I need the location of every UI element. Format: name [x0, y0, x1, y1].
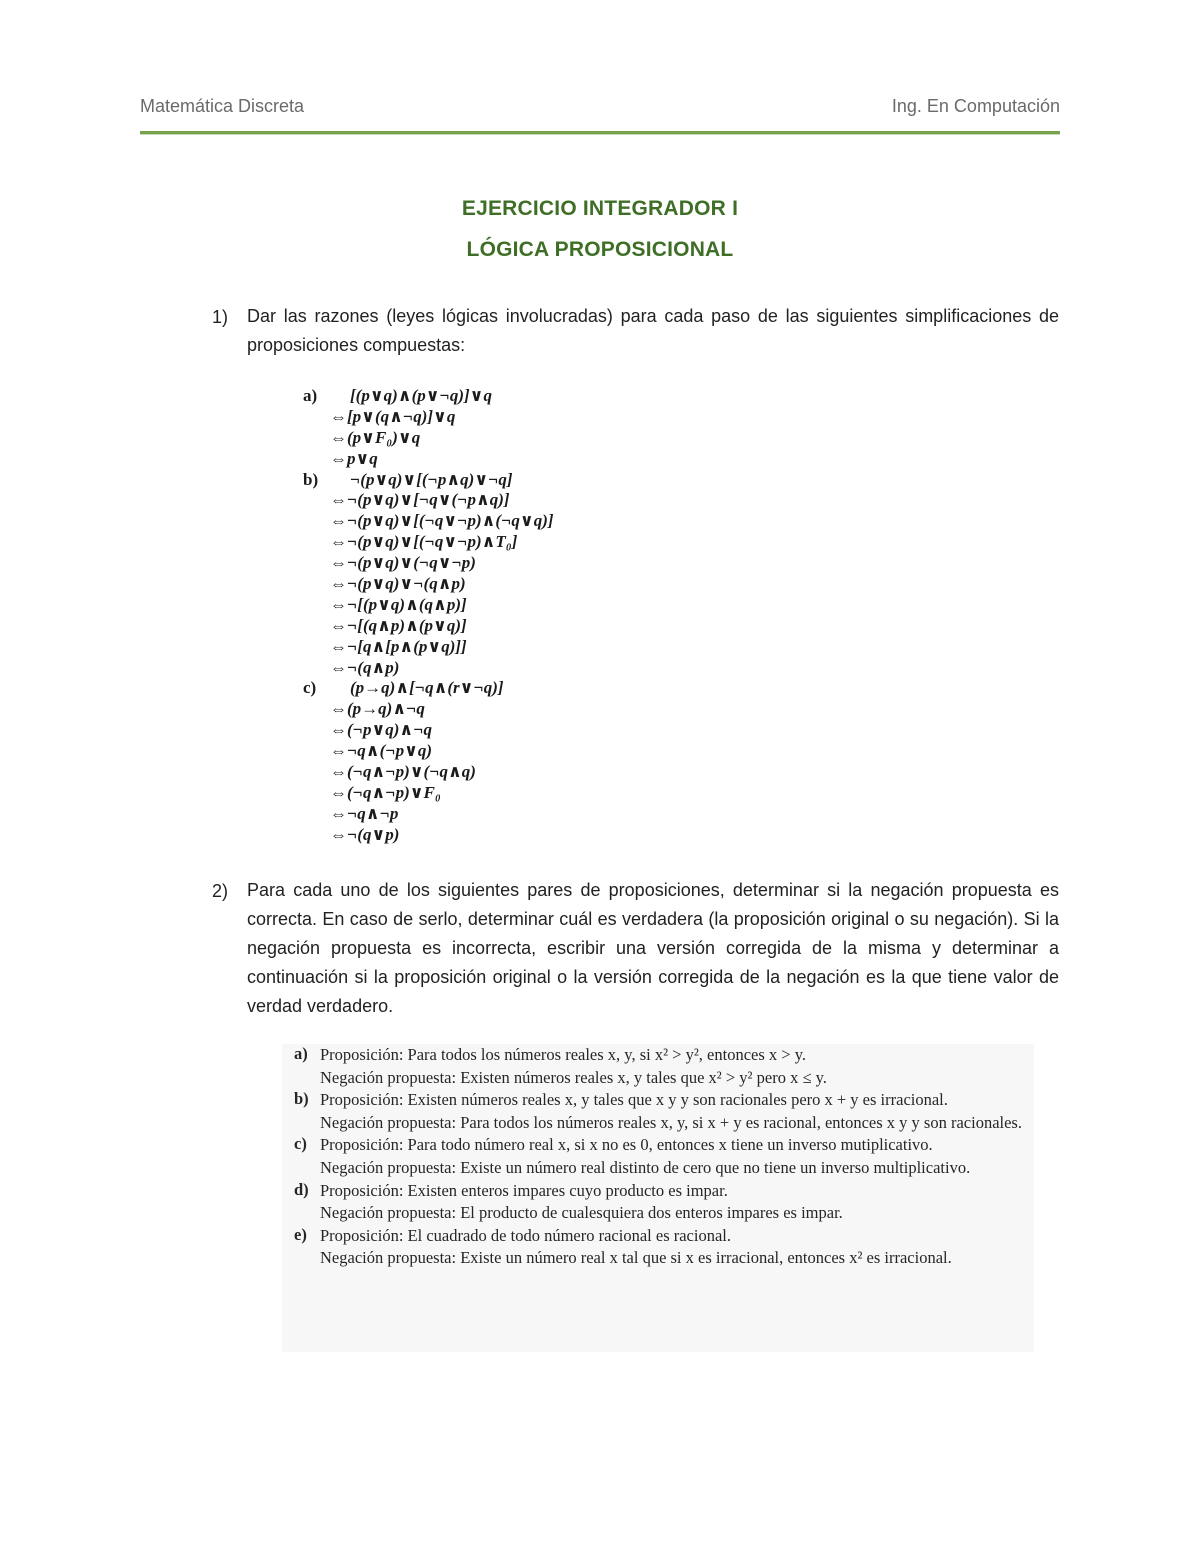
logic-step: ⇔¬(p∨q)∨[¬q∨(¬p∧q)] [330, 490, 510, 510]
logic-step: ⇔¬(p∨q)∨[(¬q∨¬p)∧T₀] [330, 532, 518, 552]
logic-step: ⇔p∨q [330, 448, 378, 468]
logic-step: ⇔(p∨F₀)∨q [330, 427, 421, 447]
proposition-item [282, 1180, 1034, 1225]
logic-row [300, 616, 640, 637]
logic-row [300, 783, 640, 804]
part-label: a) [303, 386, 318, 405]
question-2-number: 2) [212, 881, 229, 901]
logic-row [300, 658, 640, 679]
logic-row [300, 741, 640, 762]
logic-step: ⇔(¬q∧¬p)∨F₀ [330, 782, 441, 802]
logic-step: ⇔¬q∧¬p [330, 803, 399, 823]
logic-step: ⇔¬(p∨q)∨¬(q∧p) [330, 574, 466, 594]
logic-expression: [(p∨q)∧(p∨¬q)]∨q [350, 386, 492, 405]
proposition-item [282, 1044, 1034, 1089]
item-label: d) [294, 1179, 309, 1199]
logic-step: ⇔¬[(q∧p)∧(p∨q)] [330, 615, 467, 635]
item-label: c) [294, 1134, 307, 1154]
item-label: a) [294, 1044, 308, 1063]
negation-text: Negación propuesta: Para todos los números reales x, y, si x + y es racional, entonces x y y son racionales. [320, 1112, 1022, 1132]
proposition-text: Proposición: Existen enteros impares cuyo producto es impar. [320, 1180, 728, 1200]
logic-row [300, 637, 640, 658]
logic-step: ⇔¬q∧(¬p∨q) [330, 741, 433, 761]
document-subtitle: LÓGICA PROPOSICIONAL [466, 238, 734, 261]
logic-row [300, 595, 640, 616]
item-label: b) [294, 1089, 309, 1109]
logic-step: ⇔¬(p∨q)∨(¬q∨¬p) [330, 553, 476, 573]
logic-row [300, 407, 640, 428]
logic-step: ⇔¬[q∧[p∧(p∨q)]] [330, 636, 467, 656]
logic-row [300, 699, 640, 720]
logic-step: ⇔¬(p∨q)∨[(¬q∨¬p)∧(¬q∨q)] [330, 511, 554, 531]
logic-row [300, 470, 640, 491]
logic-row [300, 762, 640, 783]
proposition-text: Proposición: Para todos los números reales x, y, si x² > y², entonces x > y. [320, 1045, 807, 1064]
logic-step: ⇔(¬q∧¬p)∨(¬q∧q) [330, 762, 476, 782]
logic-row [300, 720, 640, 741]
logic-row [300, 553, 640, 574]
page-header [140, 96, 1060, 126]
logic-step: ⇔(p→q)∧¬q [330, 699, 425, 719]
proposition-item [282, 1134, 1034, 1179]
logic-row [300, 825, 640, 846]
logic-row [300, 511, 640, 532]
proposition-item [282, 1225, 1034, 1270]
logic-row [300, 490, 640, 511]
logic-row [300, 532, 640, 553]
negation-text: Negación propuesta: Existen números reales x, y tales que x² > y² pero x ≤ y. [320, 1067, 827, 1087]
logic-step: ⇔¬(q∧p) [330, 657, 400, 677]
header-divider [140, 131, 1060, 134]
header-program: Ing. En Computación [891, 96, 1060, 116]
logic-row [300, 428, 640, 449]
negation-text: Negación propuesta: Existe un número real distinto de cero que no tiene un inverso multiplicativo. [320, 1157, 971, 1177]
proposition-text: Proposición: El cuadrado de todo número racional es racional. [320, 1225, 731, 1245]
logic-row [300, 574, 640, 595]
propositions-list [282, 1044, 1034, 1352]
item-label: e) [294, 1224, 307, 1244]
logic-expression: ¬(p∨q)∨[(¬p∧q)∨¬q] [350, 469, 513, 489]
proposition-text: Proposición: Existen números reales x, y tales que x y y son racionales pero x + y es irracional. [320, 1090, 948, 1110]
question-1-text: Dar las razones (leyes lógicas involucradas) para cada paso de las siguientes simplificaciones de proposiciones compuestas: [247, 306, 1059, 355]
logic-step: ⇔¬(q∨p) [330, 824, 400, 844]
negation-text: Negación propuesta: Existe un número real x tal que si x es irracional, entonces x² es irracional. [320, 1248, 952, 1268]
negation-text: Negación propuesta: El producto de cualesquiera dos enteros impares es impar. [320, 1203, 843, 1223]
logic-expression: (p→q)∧[¬q∧(r∨¬q)] [350, 678, 504, 698]
logic-simplifications [300, 386, 640, 846]
logic-step: ⇔¬[(p∨q)∧(q∧p)] [330, 594, 467, 614]
document-title: EJERCICIO INTEGRADOR I [461, 197, 739, 220]
logic-row [300, 678, 640, 699]
part-label: b) [303, 469, 319, 489]
proposition-text: Proposición: Para todo número real x, si x no es 0, entonces x tiene un inverso mutiplicativo. [320, 1135, 933, 1155]
question-1-number: 1) [212, 307, 229, 327]
logic-step: ⇔[p∨(q∧¬q)]∨q [330, 406, 456, 426]
logic-row [300, 449, 640, 470]
question-2-text: Para cada uno de los siguientes pares de proposiciones, determinar si la negación propuesta es correcta. En caso de serlo, determinar cuál es verdadera (la proposición original o su negación). Si la negación propuesta es incorrecta, escribir una versión corregida de la misma y determinar a continuación si la proposición original o la versión corregida de la negación es la que tiene valor de verdad verdadero. [247, 880, 1059, 1016]
logic-row [300, 386, 640, 407]
logic-row [300, 804, 640, 825]
part-label: c) [303, 678, 317, 698]
logic-step: ⇔(¬p∨q)∧¬q [330, 720, 433, 740]
proposition-item [282, 1089, 1034, 1134]
header-course-title: Matemática Discreta [140, 96, 305, 116]
